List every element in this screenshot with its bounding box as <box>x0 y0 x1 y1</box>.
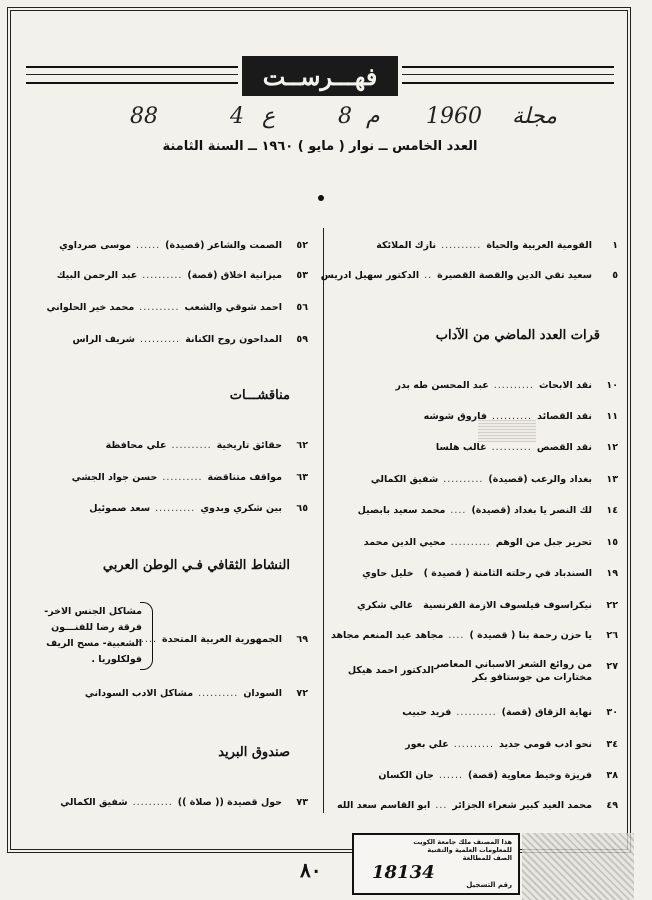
toc-entry: ١ القومية العربية والحياة .......... نازك الملائكة <box>376 239 618 251</box>
toc-entry-author: الدكتور احمد هيكل <box>347 665 434 676</box>
toc-entry: ٥٦ احمد شوقي والشعب .......... محمد خير الحلواني <box>46 301 308 313</box>
toc-entry: ١١ نقد القصائد .......... فاروق شوشه <box>423 410 618 422</box>
toc-entry: ١٣ بغداد والرعب (قصيدة) .......... شفيق الكمالي <box>370 473 618 485</box>
toc-entry: ١٥ تحرير جبل من الوهم .......... محيي الدين محمد <box>363 536 618 548</box>
handwritten-year: 1960 <box>426 104 482 129</box>
toc-entry: ٢٦ يا حزن رحمة بنا ( قصيدة ) .... مجاهد عبد المنعم مجاهد <box>330 629 618 641</box>
toc-entry: ٣٨ فريزة وخيط معاوية (قصة) ...... جان الكسان <box>378 769 618 781</box>
toc-entry: ٧٣ حول قصيدة (( صلاة )) .......... شفيق الكمالي <box>60 796 308 808</box>
header-rule-left-bottom <box>26 82 238 84</box>
toc-entry: ٣٤ نحو ادب قومي جديد .......... علي بعور <box>405 738 618 750</box>
toc-entry: ١٤ لك النصر يا بغداد (قصيدة) .... محمد سعيد بابصيل <box>357 504 618 516</box>
toc-entry: ٢٢ نيكراسوف فيلسوف الازمة الفرنسية غالي شكري <box>357 599 618 611</box>
toc-entry: ٥ سعيد تقي الدين والقصة القصيرة .. الدكتور سهيل ادريس <box>320 269 618 281</box>
toc-entry: ٦٩ الجمهورية العربية المتحدة ..... <box>136 633 308 645</box>
handwritten-volume: 8 <box>338 104 352 129</box>
toc-entry: ٥٩ المداحون روح الكنانة .......... شريف الراس <box>72 333 308 345</box>
handwritten-journal: مجلة <box>512 104 558 129</box>
handwritten-m: م <box>366 104 380 129</box>
column-divider <box>323 228 324 813</box>
header-rule-left-mid <box>26 74 238 75</box>
separator-dot <box>318 195 324 201</box>
handwritten-number: 88 <box>130 104 158 129</box>
toc-entry: ٤٩ محمد العيد كبير شعراء الجزائر ... ابو القاسم سعد الله <box>336 799 618 811</box>
toc-entry: ١٢ نقد القصص .......... غالب هلسا <box>435 441 618 453</box>
toc-entry: ٦٢ حقائق تاريخية .......... علي محافظة <box>105 439 308 451</box>
section-heading-mailbox: صندوق البريد <box>218 745 290 760</box>
header-rule-right-mid <box>402 74 614 75</box>
header-rule-left-top <box>26 66 238 68</box>
toc-entry: ٥٢ الصمت والشاعر (قصيدة) ...... موسى صرداوي <box>59 239 308 251</box>
section-heading-discussions: مناقشـــات <box>229 388 290 403</box>
section-heading-cultural-activity: النشاط الثقافي فـي الوطن العربي <box>102 558 290 573</box>
toc-entry: ١٩ السندباد في رحلته الثامنة ( قصيدة ) خليل حاوي <box>362 567 618 579</box>
header-rule-right-bottom <box>402 82 614 84</box>
scan-artifact <box>522 833 634 900</box>
handwritten-ain: ع <box>262 104 276 129</box>
toc-entry: ٧٢ السودان .......... مشاكل الادب السوداني <box>84 687 308 699</box>
library-stamp: هذا المصنف ملك جامعة الكويت للمعلومات العلمية والتقنية الصف للمطالعة رقم التسجيل 18134 <box>352 833 520 895</box>
toc-entry: ٥٣ ميزانية اخلاق (قصة) .......... عبد الرحمن البيك <box>56 269 308 281</box>
toc-entry-number: ٢٧ <box>606 660 618 672</box>
activity-notes: مشاكل الجنس الاخر- فرقة رضا للفنـــون الشعبية- مسح الريف فولكلوريا . <box>44 606 142 665</box>
page-border <box>7 7 631 853</box>
page-title: فهـــرســت <box>242 56 398 96</box>
stamp-reg-label: رقم التسجيل <box>466 881 512 889</box>
section-heading-criticism: قرات العدد الماضي من الآداب <box>435 328 600 343</box>
toc-entry: ١٠ نقد الابحاث .......... عبد المحسن طه بدر <box>395 379 618 391</box>
toc-entry-title-multiline: من روائع الشعر الاسباني المعاصر مختارات من جوستافو بكر <box>434 659 592 683</box>
handwritten-issue: 4 <box>230 104 244 129</box>
issue-subtitle: العدد الخامس ــ نوار ( مايو ) ١٩٦٠ ــ السنة الثامنة <box>162 139 478 154</box>
stamp-reg-number: 18134 <box>372 862 435 883</box>
page-number: ٨٠ <box>300 858 322 882</box>
toc-entry: ٦٥ بين شكري وبدوي .......... سعد صموئيل <box>89 502 308 514</box>
header-rule-right-top <box>402 66 614 68</box>
toc-entry: ٣٠ نهاية الزقاق (قصة) .......... فريد حبيب <box>402 706 618 718</box>
toc-entry: ٦٣ مواقف متناقضة .......... حسن جواد الجشي <box>71 471 308 483</box>
